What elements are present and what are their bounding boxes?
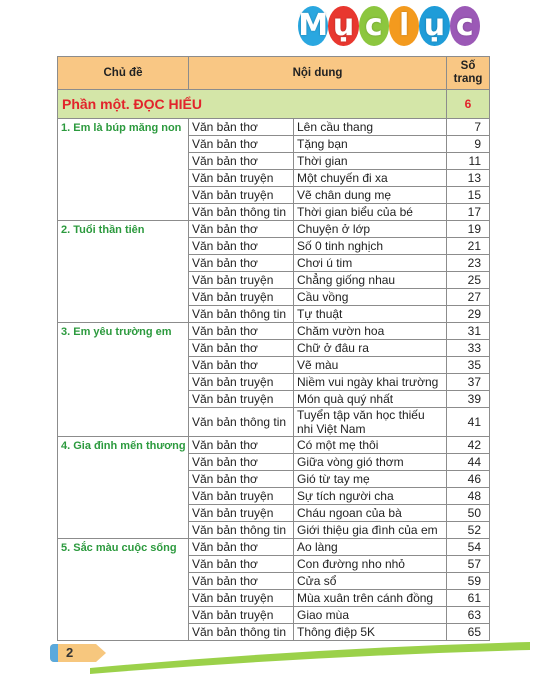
page-number: 2 — [66, 645, 74, 660]
page-ref: 63 — [447, 607, 490, 624]
toc-row — [58, 221, 490, 238]
topic-name: 2. Tuổi thần tiên — [58, 221, 189, 323]
page-ref: 29 — [447, 306, 490, 323]
page-title — [298, 4, 480, 48]
text-type: Văn bản truyện — [189, 488, 294, 505]
text-type: Văn bản truyện — [189, 187, 294, 204]
page-ref: 48 — [447, 488, 490, 505]
lesson-title: Vẽ chân dung mẹ — [294, 187, 447, 204]
page-ref: 52 — [447, 522, 490, 539]
text-type: Văn bản thơ — [189, 119, 294, 136]
page-ref: 19 — [447, 221, 490, 238]
part-label: Phần một. ĐỌC HIỂU — [58, 90, 447, 119]
page-ref: 57 — [447, 556, 490, 573]
lesson-title: Cửa sổ — [294, 573, 447, 590]
lesson-title: Cháu ngoan của bà — [294, 505, 447, 522]
page-ref: 17 — [447, 204, 490, 221]
lesson-title: Niềm vui ngày khai trường — [294, 374, 447, 391]
lesson-title: Gió từ tay mẹ — [294, 471, 447, 488]
lesson-title: Có một mẹ thôi — [294, 437, 447, 454]
text-type: Văn bản thơ — [189, 238, 294, 255]
text-type: Văn bản truyện — [189, 505, 294, 522]
toc-row — [58, 323, 490, 340]
lesson-title: Vẽ màu — [294, 357, 447, 374]
header-content: Nội dung — [189, 57, 447, 90]
header-row — [58, 57, 490, 90]
text-type: Văn bản truyện — [189, 590, 294, 607]
lesson-title: Tuyển tập văn học thiếu nhi Việt Nam — [294, 408, 447, 437]
text-type: Văn bản truyện — [189, 607, 294, 624]
text-type: Văn bản thơ — [189, 437, 294, 454]
title-letter: ụ — [328, 6, 358, 46]
lesson-title: Chuyện ở lớp — [294, 221, 447, 238]
page-ref: 42 — [447, 437, 490, 454]
lesson-title: Chơi ú tim — [294, 255, 447, 272]
text-type: Văn bản thơ — [189, 323, 294, 340]
tab-stripe — [50, 644, 58, 662]
title-letter: c — [450, 6, 480, 46]
lesson-title: Chẳng giống nhau — [294, 272, 447, 289]
toc-row — [58, 539, 490, 556]
table-of-contents — [57, 56, 490, 641]
text-type: Văn bản thông tin — [189, 408, 294, 437]
page-ref: 25 — [447, 272, 490, 289]
text-type: Văn bản thơ — [189, 340, 294, 357]
lesson-title: Sự tích người cha — [294, 488, 447, 505]
text-type: Văn bản thơ — [189, 255, 294, 272]
page-ref: 65 — [447, 624, 490, 641]
page-ref: 54 — [447, 539, 490, 556]
toc-row — [58, 119, 490, 136]
lesson-title: Mùa xuân trên cánh đồng — [294, 590, 447, 607]
topic-name: 1. Em là búp măng non — [58, 119, 189, 221]
page-ref: 46 — [447, 471, 490, 488]
lesson-title: Tự thuật — [294, 306, 447, 323]
page-ref: 41 — [447, 408, 490, 437]
lesson-title: Thông điệp 5K — [294, 624, 447, 641]
page-ref: 13 — [447, 170, 490, 187]
text-type: Văn bản thơ — [189, 153, 294, 170]
page-ref: 27 — [447, 289, 490, 306]
page-ref: 39 — [447, 391, 490, 408]
lesson-title: Thời gian biểu của bé — [294, 204, 447, 221]
lesson-title: Chăm vườn hoa — [294, 323, 447, 340]
page-ref: 33 — [447, 340, 490, 357]
topic-name: 3. Em yêu trường em — [58, 323, 189, 437]
text-type: Văn bản truyện — [189, 272, 294, 289]
text-type: Văn bản thơ — [189, 471, 294, 488]
part-page: 6 — [447, 90, 490, 119]
footer-wave-decoration — [90, 640, 530, 676]
lesson-title: Ao làng — [294, 539, 447, 556]
page-ref: 50 — [447, 505, 490, 522]
lesson-title: Giữa vòng gió thơm — [294, 454, 447, 471]
lesson-title: Con đường nho nhỏ — [294, 556, 447, 573]
lesson-title: Lên cầu thang — [294, 119, 447, 136]
toc-row — [58, 437, 490, 454]
page-ref: 35 — [447, 357, 490, 374]
text-type: Văn bản thơ — [189, 539, 294, 556]
text-type: Văn bản thơ — [189, 136, 294, 153]
page-ref: 59 — [447, 573, 490, 590]
page-ref: 31 — [447, 323, 490, 340]
text-type: Văn bản truyện — [189, 289, 294, 306]
page-ref: 61 — [447, 590, 490, 607]
lesson-title: Chữ ở đâu ra — [294, 340, 447, 357]
text-type: Văn bản thông tin — [189, 522, 294, 539]
title-letter: l — [389, 6, 419, 46]
topic-name: 5. Sắc màu cuộc sống — [58, 539, 189, 641]
header-page: Số trang — [447, 57, 490, 90]
text-type: Văn bản thông tin — [189, 624, 294, 641]
page-ref: 7 — [447, 119, 490, 136]
page-ref: 9 — [447, 136, 490, 153]
lesson-title: Số 0 tinh nghịch — [294, 238, 447, 255]
page-ref: 11 — [447, 153, 490, 170]
text-type: Văn bản thơ — [189, 573, 294, 590]
text-type: Văn bản truyện — [189, 391, 294, 408]
text-type: Văn bản truyện — [189, 374, 294, 391]
topic-name: 4. Gia đình mến thương — [58, 437, 189, 539]
page-ref: 37 — [447, 374, 490, 391]
title-letter: M — [298, 6, 328, 46]
lesson-title: Giới thiệu gia đình của em — [294, 522, 447, 539]
text-type: Văn bản thơ — [189, 357, 294, 374]
lesson-title: Cầu vồng — [294, 289, 447, 306]
text-type: Văn bản thơ — [189, 221, 294, 238]
text-type: Văn bản thơ — [189, 556, 294, 573]
page-ref: 44 — [447, 454, 490, 471]
text-type: Văn bản thơ — [189, 454, 294, 471]
text-type: Văn bản thông tin — [189, 306, 294, 323]
page-ref: 21 — [447, 238, 490, 255]
lesson-title: Món quà quý nhất — [294, 391, 447, 408]
text-type: Văn bản truyện — [189, 170, 294, 187]
page-ref: 15 — [447, 187, 490, 204]
lesson-title: Một chuyến đi xa — [294, 170, 447, 187]
title-letter: ụ — [419, 6, 449, 46]
header-topic: Chủ đề — [58, 57, 189, 90]
lesson-title: Thời gian — [294, 153, 447, 170]
lesson-title: Giao mùa — [294, 607, 447, 624]
title-letter: c — [359, 6, 389, 46]
text-type: Văn bản thông tin — [189, 204, 294, 221]
lesson-title: Tặng bạn — [294, 136, 447, 153]
page-ref: 23 — [447, 255, 490, 272]
part-row — [58, 90, 490, 119]
